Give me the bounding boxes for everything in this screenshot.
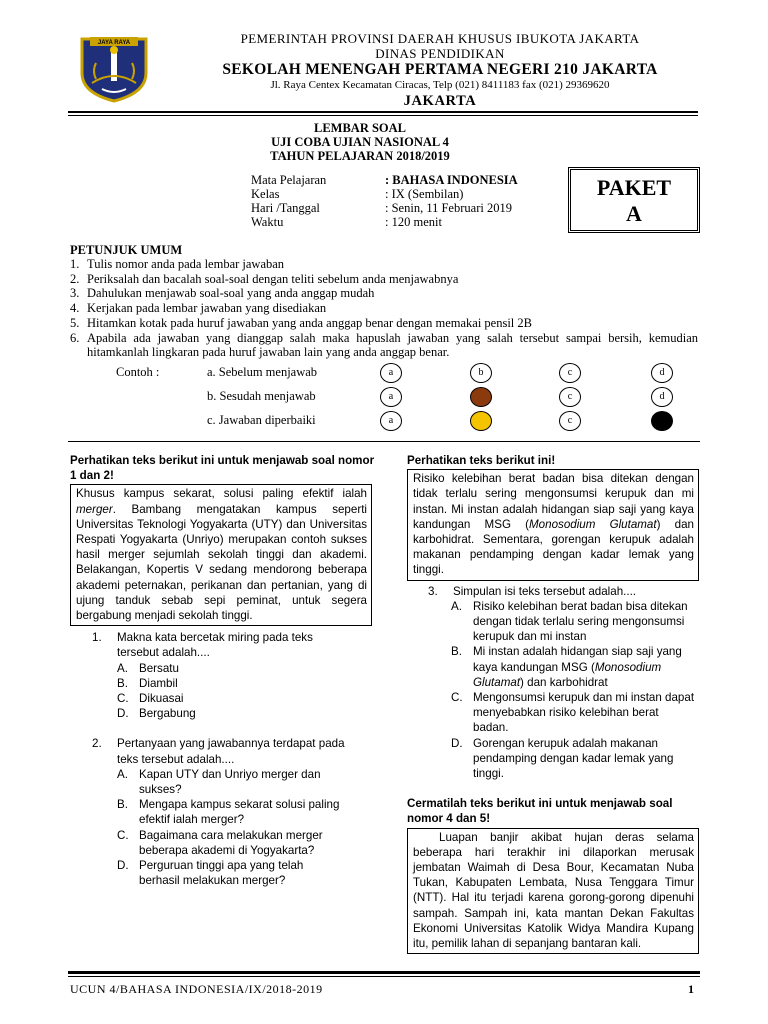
answer-bubble: a: [380, 363, 402, 383]
options: [92, 767, 342, 889]
option[interactable]: [451, 599, 696, 645]
info-key: Waktu: [251, 215, 284, 229]
option-letter: C.: [117, 692, 129, 706]
exam-info: [251, 173, 518, 229]
options: [92, 661, 375, 722]
list-item: [70, 301, 698, 316]
info-value: : BAHASA INDONESIA: [385, 173, 518, 187]
option-text: Mengapa kampus sekarat solusi paling efektif ialah merger?: [139, 798, 340, 827]
option-letter: B.: [117, 798, 128, 812]
passage-italic-word: merger: [76, 502, 113, 516]
option[interactable]: [117, 828, 342, 858]
option-letter: C.: [451, 691, 463, 705]
example-label: Contoh :: [116, 365, 160, 379]
option-letter: B.: [451, 645, 462, 659]
header-address: Jl. Raya Centex Kecamatan Ciracas, Telp (021) 8411183 fax (021) 29369620: [270, 79, 610, 91]
option-italic-term: Monosodium Glutamat: [473, 660, 662, 689]
option-text: Mengonsumsi kerupuk dan mi instan dapat menyebabkan risiko kelebihan berat badan.: [473, 691, 695, 735]
item-number: 6.: [70, 330, 80, 345]
instructions-title: PETUNJUK UMUM: [70, 243, 183, 257]
paket-letter: A: [626, 201, 642, 226]
footer-divider: [68, 971, 700, 974]
option-text: Perguruan tinggi apa yang telah berhasil melakukan merger?: [139, 859, 304, 888]
item-text: Hitamkan kotak pada huruf jawaban yang anda anggap benar dengan memakai pensil 2B: [87, 315, 532, 330]
answer-bubble: c: [559, 387, 581, 407]
option-text: Risiko kelebihan berat badan bisa ditekan dengan tidak terlalu sering mengonsumsi kerupuk dan mi instan: [473, 599, 688, 644]
info-value: : Senin, 11 Februari 2019: [385, 201, 512, 215]
question-text: Simpulan isi teks tersebut adalah....: [453, 584, 637, 598]
option-text: Gorengan kerupuk adalah makanan pendamping dengan kadar lemak yang tinggi.: [473, 736, 674, 781]
question-1: [70, 630, 375, 721]
option-text-part: ) dan karbohidrat: [520, 675, 608, 689]
passage-1-box: [70, 484, 372, 626]
option[interactable]: [117, 691, 375, 706]
example-text-corrected: c. Jawaban diperbaiki: [207, 413, 316, 427]
item-number: 4.: [70, 301, 80, 316]
answer-bubble: d: [651, 363, 673, 383]
option-text: Kapan UTY dan Unriyo merger dan sukses?: [139, 767, 321, 797]
example-text-before: a. Sebelum menjawab: [207, 365, 318, 379]
option-text: Diambil: [139, 676, 178, 690]
answer-bubble: d: [651, 387, 673, 407]
header-government: PEMERINTAH PROVINSI DAERAH KHUSUS IBUKOTA JAKARTA: [240, 31, 640, 46]
question-3: [407, 584, 699, 782]
logo-text: JAYA RAYA: [97, 40, 131, 46]
passage-text: ) dan karbohidrat. Sementara, gorengan kerupuk adalah makanan pendamping dengan kadar lemak yang tinggi.: [413, 517, 694, 577]
option[interactable]: [451, 736, 696, 782]
option-letter: A.: [117, 661, 128, 675]
info-key: Mata Pelajaran: [251, 173, 327, 187]
item-text: Apabila ada jawaban yang dianggap salah maka hapuslah jawaban yang salah tersebut sampai bersih, kemudian hitamkanlah lingkaran pada huruf jawaban lain yang anda anggap benar.: [87, 330, 698, 360]
item-number: 5.: [70, 315, 80, 330]
options: [428, 599, 696, 781]
passage-text: Khusus kampus sekarat, solusi paling efektif ialah: [76, 487, 367, 501]
question-number: 2.: [92, 737, 102, 751]
info-row: [251, 173, 518, 187]
question-text: Makna kata bercetak miring pada teks tersebut adalah....: [117, 631, 313, 660]
exam-title-line2: UJI COBA UJIAN NASIONAL 4: [271, 135, 449, 149]
passage-2-box: [407, 469, 699, 580]
exam-title-line3: TAHUN PELAJARAN 2018/2019: [270, 149, 450, 163]
passage-italic-term: Monosodium Glutamat: [529, 517, 657, 531]
header-school-name: SEKOLAH MENENGAH PERTAMA NEGERI 210 JAKARTA: [222, 61, 658, 78]
exam-title-line1: LEMBAR SOAL: [313, 121, 407, 135]
header-department: DINAS PENDIDIKAN: [375, 46, 505, 61]
info-value: : IX (Sembilan): [385, 187, 464, 201]
question-text: Pertanyaan yang jawabannya terdapat pada teks tersebut adalah....: [117, 737, 345, 766]
list-item: [70, 316, 698, 331]
section-divider: [68, 441, 700, 442]
option-text: Bersatu: [139, 661, 179, 675]
list-item: [70, 331, 698, 360]
option-text: Dikuasai: [139, 692, 184, 706]
header-divider-thin: [68, 115, 698, 116]
header-city: JAKARTA: [403, 93, 477, 109]
answer-bubble: b: [470, 363, 492, 383]
answer-bubble: a: [380, 387, 402, 407]
answer-bubble-filled-brown: [470, 387, 492, 407]
list-item: [70, 286, 698, 301]
info-row: [251, 201, 518, 215]
option-letter: B.: [117, 676, 128, 690]
answer-bubble: c: [559, 363, 581, 383]
question-number: 3.: [428, 584, 438, 598]
right-column: [407, 453, 699, 954]
question-stem: [92, 736, 375, 766]
option-letter: A.: [451, 599, 462, 613]
option-text: Bagaimana cara melakukan merger beberapa akademi di Yogyakarta?: [139, 828, 323, 857]
option-letter: C.: [117, 828, 129, 842]
option-text: Bergabung: [139, 707, 196, 721]
list-item: [70, 257, 698, 272]
footer-divider-thin: [68, 976, 700, 977]
option[interactable]: [451, 644, 696, 690]
answer-bubble: a: [380, 411, 402, 431]
option-text-part: Mi instan adalah hidangan siap saji yang kaya kandungan MSG (: [473, 645, 682, 674]
passage-2-intro: Perhatikan teks berikut ini!: [407, 454, 556, 467]
answer-bubble-filled-yellow: [470, 411, 492, 431]
header-divider: [68, 111, 698, 113]
option[interactable]: [117, 797, 342, 827]
page-number: 1: [688, 982, 694, 996]
footer-code: UCUN 4/BAHASA INDONESIA/IX/2018-2019: [70, 982, 323, 996]
option-letter: D.: [451, 736, 463, 750]
option[interactable]: [451, 690, 696, 736]
question-2: [70, 736, 375, 888]
school-logo: [78, 33, 150, 103]
instructions-list: [70, 257, 698, 360]
option-letter: A.: [117, 767, 128, 781]
item-text: Dahulukan menjawab soal-soal yang anda anggap mudah: [87, 286, 375, 301]
left-column: [70, 453, 375, 888]
info-key: Hari /Tanggal: [251, 201, 320, 215]
option-letter: D.: [117, 859, 129, 873]
item-text: Tulis nomor anda pada lembar jawaban: [87, 257, 285, 271]
passage-text: . Bambang mengatakan kampus seperti Universitas Teknologi Yogyakarta (UTY) dan Universitas Respati Yogyakarta (Unriyo) merupakan contoh sukses hasil merger sejumlah sekolah tinggi dan akademi. Belakangan, Kopertis V sedang mendorong beberapa akademi peternakan, perikanan dan pertanian, yang di ujung tanduk sebab sepi peminat, untuk segera bergabung menjadi sekolah tinggi.: [76, 502, 367, 623]
item-number: 3.: [70, 286, 80, 301]
info-value: : 120 menit: [385, 215, 442, 229]
paket-label: PAKET: [596, 175, 672, 200]
question-stem: [428, 584, 699, 599]
option[interactable]: [117, 706, 375, 721]
option-letter: D.: [117, 707, 129, 721]
option[interactable]: [117, 676, 375, 691]
example-text-after: b. Sesudah menjawab: [207, 389, 316, 403]
passage-1-intro: Perhatikan teks berikut ini untuk menjawab soal nomor 1 dan 2!: [70, 454, 375, 483]
list-item: [70, 272, 698, 287]
option[interactable]: [117, 767, 342, 797]
info-key: Kelas: [251, 187, 280, 201]
answer-bubble-filled-black: [651, 411, 673, 431]
passage-text: Risiko kelebihan berat badan bisa ditekan dengan tidak terlalu sering mengonsumsi kerupuk dan mi instan. Mi instan adalah hidangan siap saji yang kaya kandungan MSG (: [413, 472, 694, 531]
item-number: 1.: [70, 257, 80, 271]
info-row: [251, 215, 518, 229]
paket-box: [568, 167, 700, 233]
passage-3-box: Luapan banjir akibat hujan deras selama beberapa hari terakhir ini dilaporkan merusak jembatan Waimah di Desa Bour, Kecamatan Nuba Tukan, Kabupaten Lembata, Nusa Tenggara Timur (NTT). Hal itu terjadi karena gorong-gorong dipenuhi sampah. Sampah ini, kata mantan Dekan Fakultas Ekonomi Universitas Katolik Widya Mandira Kupang itu, pemilik lahan di sepanjang bantaran kali.: [407, 828, 699, 955]
option[interactable]: [117, 661, 375, 676]
option[interactable]: [117, 858, 342, 888]
exam-title: [160, 121, 560, 163]
option-text: [473, 644, 696, 690]
item-number: 2.: [70, 271, 80, 286]
item-text: Periksalah dan bacalah soal-soal dengan teliti sebelum anda menjawabnya: [87, 271, 459, 286]
question-stem: [92, 630, 375, 660]
item-text: Kerjakan pada lembar jawaban yang disediakan: [87, 301, 327, 316]
answer-bubble: c: [559, 411, 581, 431]
question-number: 1.: [92, 631, 102, 645]
passage-3-intro: Cermatilah teks berikut ini untuk menjawab soal nomor 4 dan 5!: [407, 797, 673, 826]
info-row: [251, 187, 518, 201]
